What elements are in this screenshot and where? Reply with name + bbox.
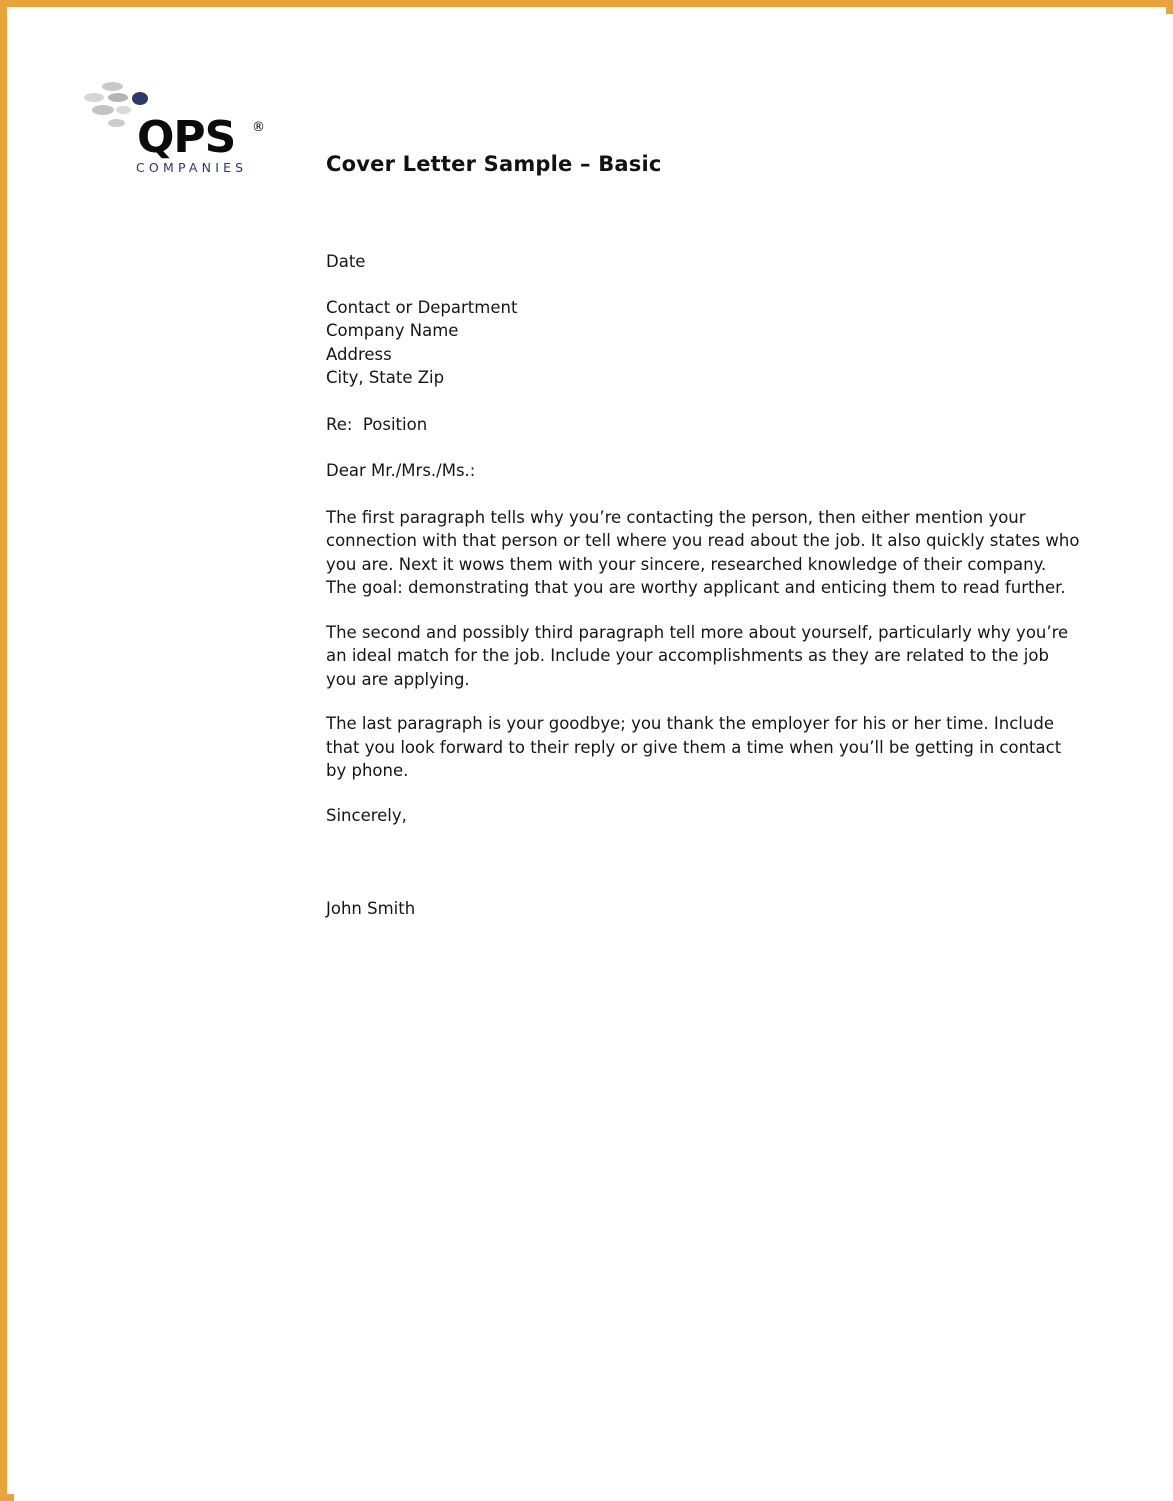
page-title: Cover Letter Sample – Basic	[326, 152, 662, 176]
logo-dot-icon	[108, 119, 125, 127]
body-paragraph-2: The second and possibly third paragraph tell more about yourself, particularly why you’re an ideal match for the job. Include your accomplishments as they are related to the job you are applying.	[326, 622, 1069, 689]
logo-dot-icon	[116, 106, 131, 114]
qps-companies-logo	[84, 76, 284, 186]
logo-dot-icon	[92, 105, 114, 115]
signature-name: John Smith	[326, 899, 416, 918]
salutation-line: Dear Mr./Mrs./Ms.:	[326, 461, 476, 480]
letter-body	[326, 152, 1086, 921]
body-paragraph-3: The last paragraph is your goodbye; you thank the employer for his or her time. Include that you look forward to their reply or give them a time when you’ll be getting in contact by phone.	[326, 714, 1062, 780]
subject-line: Re: Position	[326, 414, 428, 434]
logo-wordmark: QPS	[137, 112, 236, 163]
logo-dot-icon	[108, 93, 128, 102]
logo-dot-icon	[102, 82, 123, 91]
logo-registered-mark-icon: ®	[252, 120, 265, 135]
date-line: Date	[326, 252, 366, 271]
closing-line: Sincerely,	[326, 805, 407, 825]
document-page	[14, 14, 1173, 1501]
body-paragraph-1: The first paragraph tells why you’re contacting the person, then either mention your connection with that person or tell where you read about the job. It also quickly states who you are. Next it wows them with your sincere, researched knowledge of their company. The goal: demonstrating that you are worthy applicant and enticing them to read further.	[326, 507, 1080, 597]
recipient-address-block: Contact or Department Company Name Address City, State Zip	[326, 297, 518, 387]
logo-dot-icon	[84, 93, 104, 102]
logo-dot-navy-icon	[132, 92, 148, 105]
logo-subtitle: COMPANIES	[136, 160, 248, 175]
